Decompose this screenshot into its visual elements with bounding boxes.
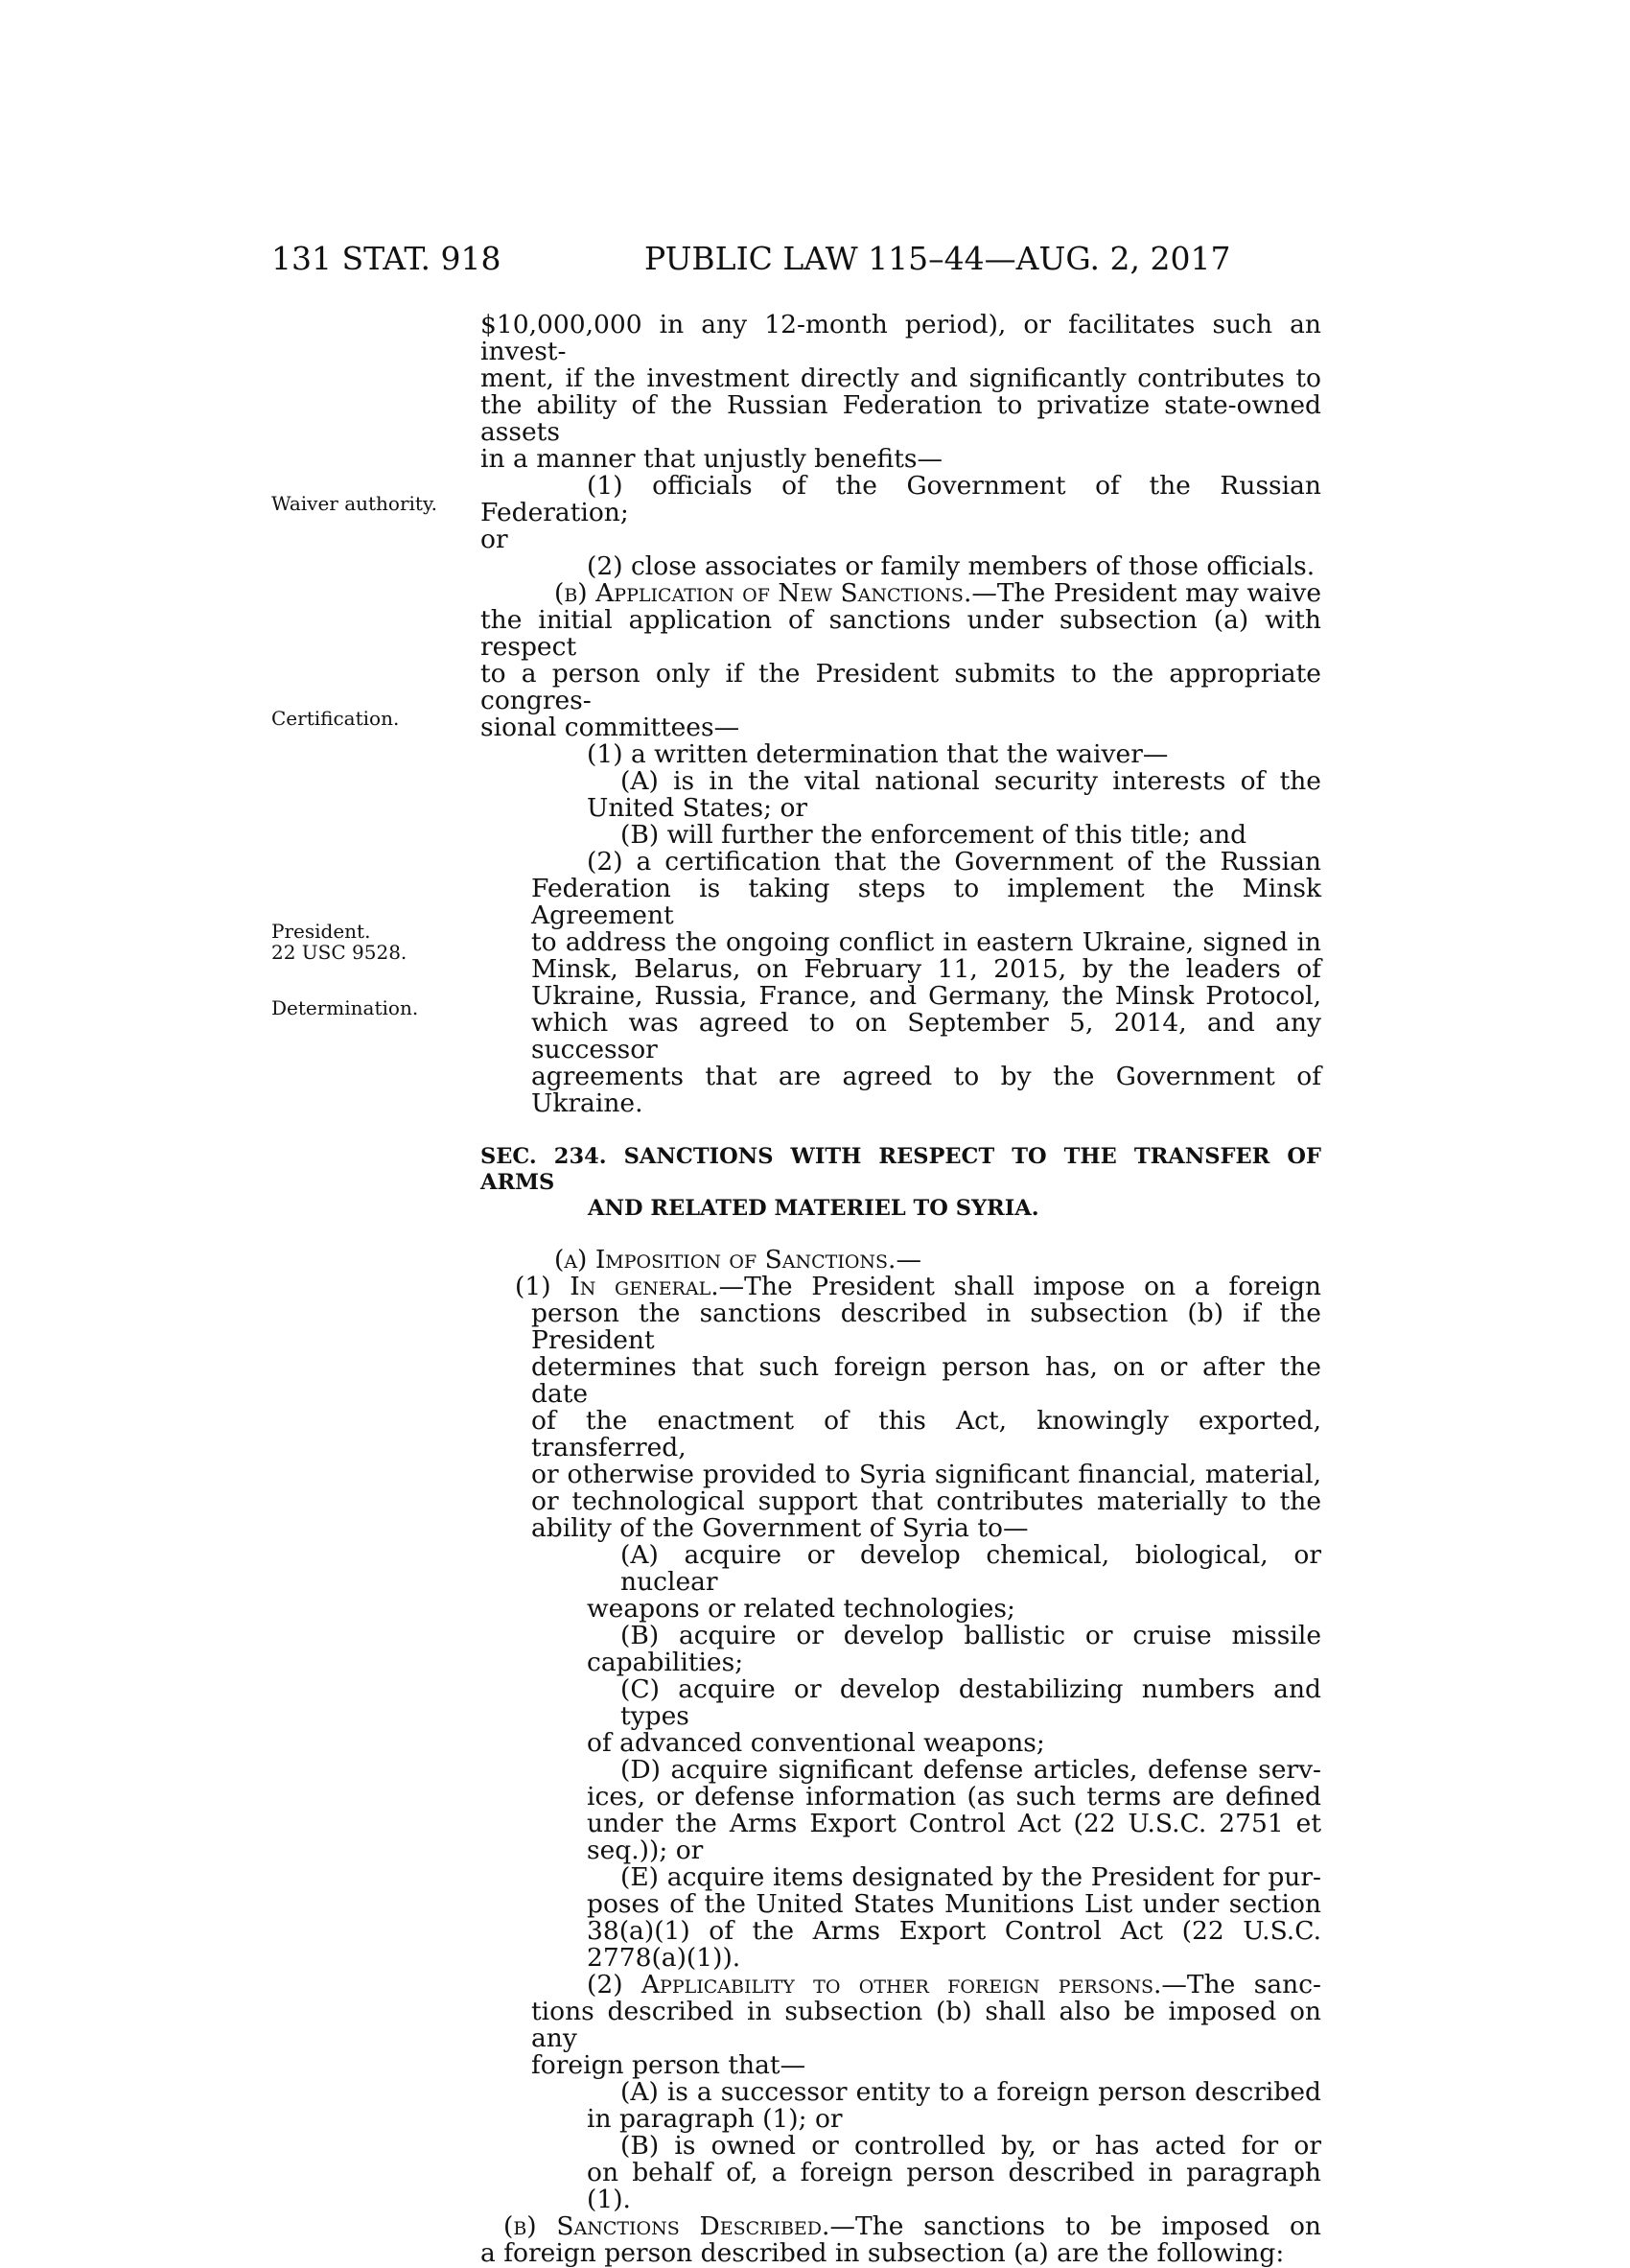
text-line: Minsk, Belarus, on February 11, 2015, by the leaders of (531, 954, 1321, 984)
text-line: (B) is owned or controlled by, or has acted for or (620, 2131, 1321, 2161)
text-line: $10,000,000 in any 12-month period), or facilitates such an invest- (480, 310, 1321, 366)
text-line: in a manner that unjustly benefits— (480, 444, 943, 474)
margin-note-certification: Certification. (271, 707, 400, 730)
text-line: tions described in subsection (b) shall also be imposed on any (531, 1997, 1321, 2053)
text-line: which was agreed to on September 5, 2014, and any successor (531, 1008, 1321, 1064)
text-line: (A) is a successor entity to a foreign person described (620, 2077, 1321, 2107)
text-line: sional committees— (480, 713, 740, 742)
text-line: agreements that are agreed to by the Government of Ukraine. (531, 1062, 1321, 1118)
text-line: (1) a written determination that the waiver— (587, 739, 1169, 769)
margin-note-usc: 22 USC 9528. (271, 941, 408, 964)
margin-note-president: President. (271, 920, 371, 943)
text-line: (2) a certification that the Government of the Russian (587, 847, 1321, 877)
section-heading: SEC. 234. SANCTIONS WITH RESPECT TO THE TRANSFER OF ARMS AND RELATED MATERIEL TO SYRIA. (480, 1144, 1321, 1221)
text-line: weapons or related technologies; (587, 1594, 1015, 1624)
text-line: (B) acquire or develop ballistic or cruise missile (620, 1621, 1321, 1650)
text-line: to a person only if the President submits to the appropriate congres- (480, 659, 1321, 715)
text-line: 2778(a)(1)). (587, 1943, 741, 1973)
text-line: of advanced conventional weapons; (587, 1728, 1045, 1758)
running-header-title: PUBLIC LAW 115–44—AUG. 2, 2017 (644, 240, 1231, 277)
text-line: person the sanctions described in subsection (b) if the President (531, 1298, 1321, 1355)
text-line: a foreign person described in subsection (a) are the following: (480, 2238, 1285, 2268)
text-line: (A) is in the vital national security interests of the (620, 766, 1321, 796)
body-text (480, 312, 1321, 2267)
text-line: (E) acquire items designated by the President for pur- (620, 1862, 1321, 1892)
text-line: 38(a)(1) of the Arms Export Control Act (22 U.S.C. (587, 1916, 1321, 1946)
subsection-b-described-line: (b) Sanctions Described.—The sanctions to be imposed on (503, 2211, 1321, 2241)
subsection-a-heading: (a) Imposition of Sanctions.— (554, 1245, 921, 1274)
text-line: of the enactment of this Act, knowingly exported, transferred, (531, 1406, 1321, 1462)
text-line: foreign person that— (531, 2050, 806, 2080)
text-line: seq.)); or (587, 1835, 704, 1865)
text-line: ability of the Government of Syria to— (531, 1513, 1029, 1543)
text-line: the initial application of sanctions under subsection (a) with respect (480, 605, 1321, 662)
text-line: United States; or (587, 793, 808, 823)
text-line: the ability of the Russian Federation to privatize state-owned assets (480, 390, 1321, 447)
text-line: Federation is taking steps to implement the Minsk Agreement (531, 874, 1321, 930)
statute-page-number: 131 STAT. 918 (271, 240, 501, 277)
text-line: Ukraine, Russia, France, and Germany, the Minsk Protocol, (531, 981, 1321, 1011)
text-line: (1) officials of the Government of the Russian Federation; (480, 471, 1321, 527)
text-line: (2) close associates or family members of those officials. (587, 551, 1316, 581)
text-line: (B) will further the enforcement of this title; and (620, 820, 1247, 850)
paragraph-2-line: (2) Applicability to other foreign persons.—The sanc- (587, 1970, 1321, 1999)
text-line: on behalf of, a foreign person described in paragraph (1). (587, 2158, 1321, 2214)
subsection-heading: (b) Application of New Sanctions. (554, 578, 972, 608)
subsection-b-line: (b) Application of New Sanctions.—The President may waive (554, 578, 1321, 608)
text-line: (A) acquire or develop chemical, biological, or nuclear (620, 1540, 1321, 1597)
text-line: (C) acquire or develop destabilizing numbers and types (620, 1674, 1321, 1731)
text-line: determines that such foreign person has, on or after the date (531, 1352, 1321, 1409)
text-line: ices, or defense information (as such terms are defined (587, 1782, 1321, 1812)
text-line: to address the ongoing conflict in eastern Ukraine, signed in (531, 927, 1321, 957)
text-line: in paragraph (1); or (587, 2104, 843, 2134)
text-line: under the Arms Export Control Act (22 U.S.C. 2751 et (587, 1809, 1321, 1838)
text-line: capabilities; (587, 1648, 744, 1677)
text-line: or technological support that contributes materially to the (531, 1486, 1321, 1516)
text-line: ment, if the investment directly and significantly contributes to (480, 363, 1321, 393)
text-line: (D) acquire significant defense articles, defense serv- (620, 1755, 1321, 1785)
text-line: or (480, 525, 508, 554)
margin-note-determination: Determination. (271, 996, 419, 1019)
margin-note-waiver: Waiver authority. (271, 492, 437, 515)
text-line: or otherwise provided to Syria significant financial, material, (531, 1460, 1321, 1489)
text-line: poses of the United States Munitions List under section (587, 1889, 1321, 1919)
paragraph-1-line: (1) In general.—The President shall impose on a foreign (515, 1272, 1322, 1301)
